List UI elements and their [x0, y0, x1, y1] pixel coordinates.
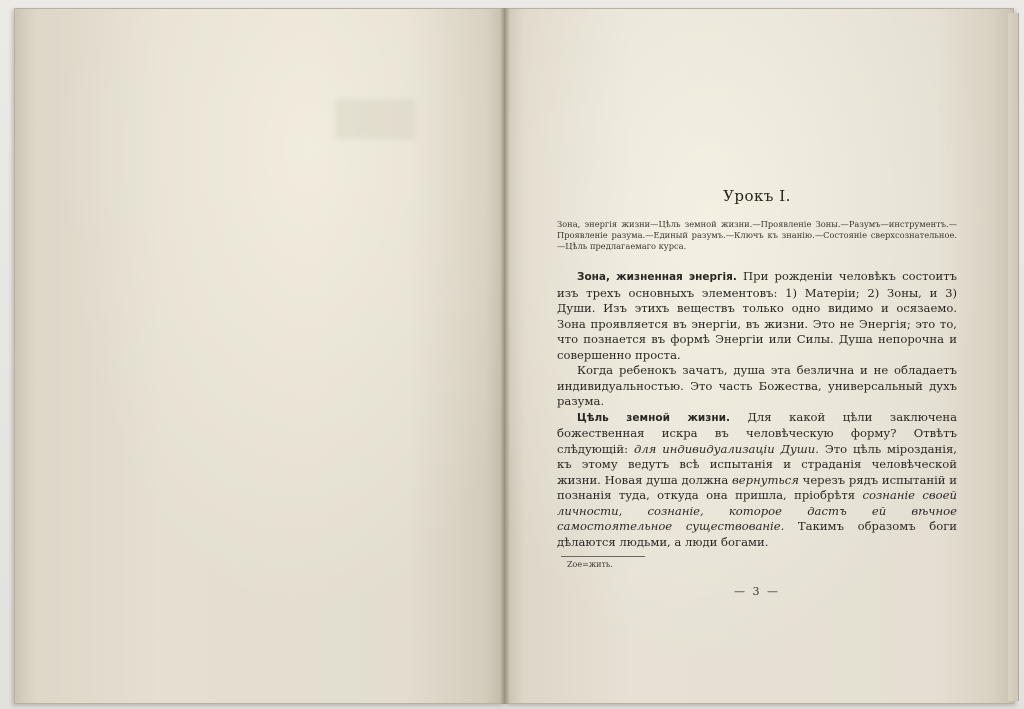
emphasis-return: вернуться [732, 472, 799, 487]
lesson-summary: Зона, энергія жизни—Цѣль земной жизни.—Проявленіе Зоны.—Разумъ—инструментъ.—Проявленіе разума.—Единый разумъ.—Ключъ къ знанію.—Состояніе сверхсознательное.—Цѣль предлагаемаго курса. [557, 219, 957, 251]
paragraph-text-cel-4: Такимъ образомъ боги дѣлаются людьми, а люди богами. [557, 519, 957, 549]
emphasis-consciousness: сознаніе своей личности, сознаніе, которое дастъ ей вѣчное самостоятельное существованіе. [557, 488, 957, 533]
paragraph-text-cel-2: Это цѣль мірозданія, къ этому ведутъ всѣ испытанія и страданія человѣческой жизни. Новая душа должна [557, 441, 957, 487]
paragraph-text-rebenok: Когда ребенокъ зачатъ, душа эта безлична и не обладаетъ индивидуальностью. Это часть Божества, универсальный духъ разума. [557, 363, 957, 408]
book-gutter [500, 8, 510, 704]
page-text-block [557, 187, 957, 598]
emphasis-individualization: для индивидуализаціи Души. [633, 441, 819, 456]
paragraph-rebenok [557, 363, 957, 410]
footnote: Zoe=жить. [567, 560, 613, 569]
paragraph-lead-cel: Цѣль земной жизни. [577, 411, 730, 424]
lesson-title: Урокъ I. [723, 187, 791, 205]
left-page [14, 8, 506, 704]
paragraph-text-cel-3: черезъ рядъ испытаній и познанія туда, откуда она пришла, пріобрѣтя [557, 472, 957, 502]
paragraph-lead-zona: Зона, жизненная энергія. [577, 271, 737, 283]
paragraph-text-cel-1: Для какой цѣли заключена божественная искра въ человѣческую форму? Отвѣтъ слѣдующій: [557, 409, 957, 456]
footnote-rule [561, 556, 645, 557]
paragraph-text-zona: При рожденіи человѣкъ состоитъ изъ трехъ основныхъ элементовъ: 1) Матеріи; 2) Зоны, и 3) Души. Изъ этихъ веществъ только одно видимо и осязаемо. Зона проявляется въ энергіи, въ жизни. Это не Энергія; это то, что познается въ формѣ Энергіи или Силы. Душа непорочна и совершенно проста. [557, 269, 957, 362]
right-page [504, 8, 1014, 704]
page-number: — 3 — [734, 585, 780, 598]
page-stack-edge [1008, 13, 1019, 701]
open-book [14, 8, 1020, 704]
show-through-ink [335, 99, 415, 139]
paragraph-cel [557, 410, 957, 551]
paragraph-zona [557, 269, 957, 363]
